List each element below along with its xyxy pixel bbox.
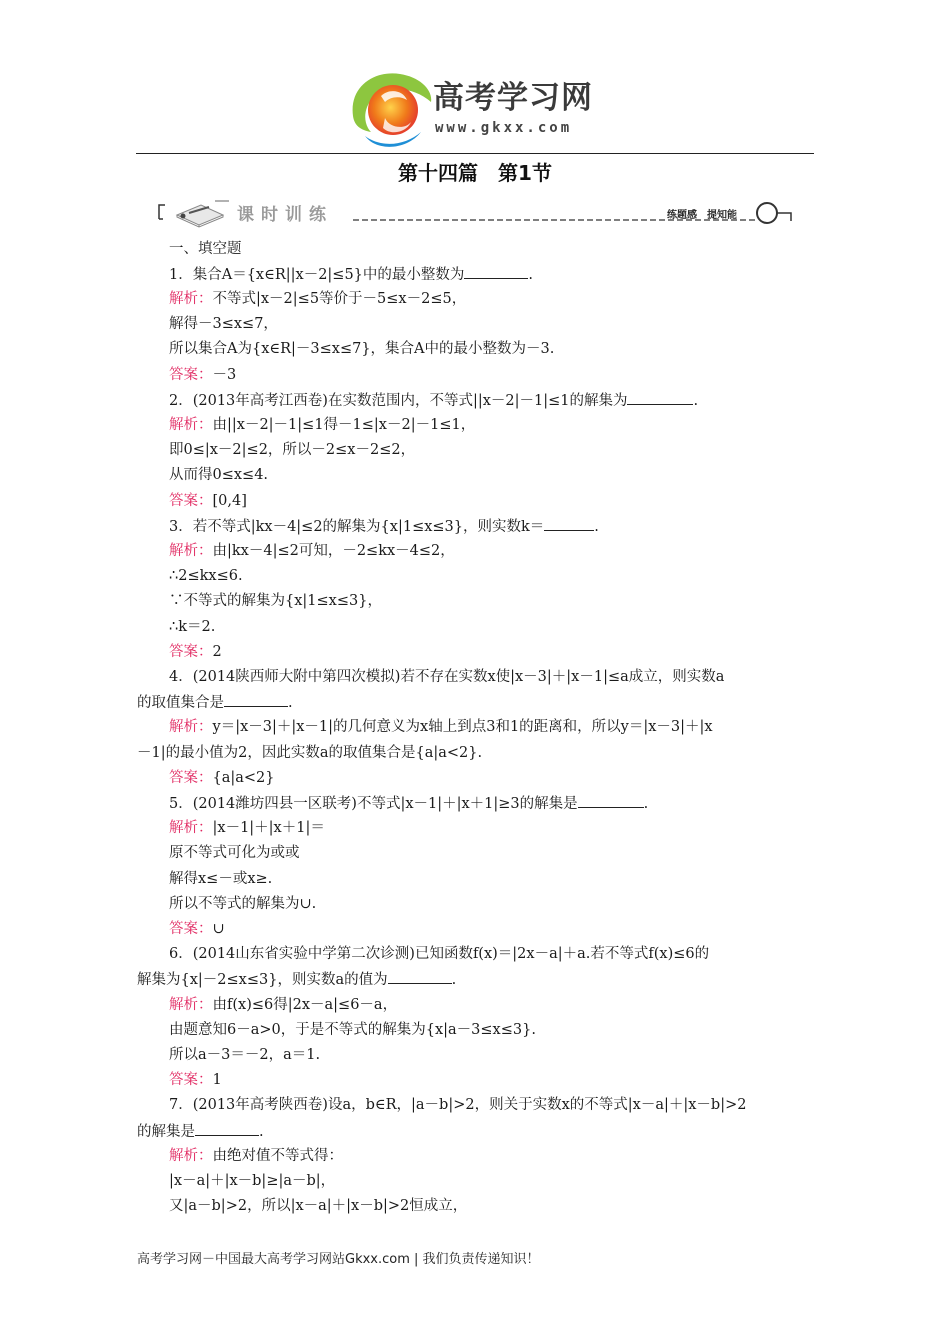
page-title: 第十四篇 第1节 (398, 161, 552, 185)
answer-label: 答案： (169, 493, 213, 509)
analysis-label: 解析： (169, 417, 213, 433)
question-7: 7．(2013年高考陕西卷)设a，b∈R，|a－b|>2，则关于实数x的不等式|x－a|＋|x－b|>2 (169, 1097, 747, 1113)
question-2: 2．(2013年高考江西卷)在实数范围内，不等式||x－2|－1|≤1的解集为 . (169, 390, 698, 411)
answer-line: 答案：{a|a<2} (169, 770, 275, 786)
answer-label: 答案： (169, 770, 213, 786)
text-line: ∴k＝2. (169, 619, 216, 635)
text-line: ∴2≤kx≤6. (169, 568, 243, 584)
text-line: 所以不等式的解集为∪. (169, 896, 317, 912)
text-line: 原不等式可化为或或 (169, 845, 300, 861)
page-footer: 高考学习网－中国最大高考学习网站Gkxx.com | 我们负责传递知识！ (137, 1252, 540, 1267)
text-line: 从而得0≤x≤4. (169, 467, 269, 483)
text-line: 又|a－b|>2，所以|x－a|＋|x－b|>2恒成立， (169, 1198, 468, 1214)
analysis-line: 解析：不等式|x－2|≤5等价于－5≤x－2≤5， (169, 291, 467, 307)
question-4-cont: 的取值集合是 . (137, 692, 293, 713)
question-4: 4．(2014陕西师大附中第四次模拟)若不存在实数x使|x－3|＋|x－1|≤a成立，则实数a (169, 669, 725, 685)
answer-label: 答案： (169, 921, 213, 937)
answer-line: 答案：1 (169, 1072, 222, 1088)
answer-blank (578, 793, 644, 808)
text-line: 所以a－3＝－2，a＝1. (169, 1047, 321, 1063)
answer-line: 答案：[0,4] (169, 493, 247, 509)
question-5: 5．(2014潍坊四县一区联考)不等式|x－1|＋|x＋1|≥3的解集是 . (169, 793, 648, 814)
analysis-label: 解析： (169, 719, 213, 735)
question-3: 3．若不等式|kx－4|≤2的解集为{x|1≤x≤3}，则实数k＝ . (169, 516, 599, 537)
analysis-line: 解析：由绝对值不等式得： (169, 1148, 343, 1164)
text-line: 由题意知6－a>0，于是不等式的解集为{x|a－3≤x≤3}. (169, 1022, 536, 1038)
answer-blank (464, 264, 528, 279)
analysis-line: 解析：由||x－2|－1|≤1得－1≤|x－2|－1≤1， (169, 417, 476, 433)
question-6-cont: 解集为{x|－2≤x≤3}，则实数a的值为 . (137, 969, 456, 990)
analysis-line: 解析：由|kx－4|≤2可知，－2≤kx－4≤2， (169, 543, 455, 559)
logo-swirl-icon (345, 66, 435, 151)
answer-blank (224, 692, 288, 707)
text-line: 解得－3≤x≤7， (169, 316, 278, 332)
answer-label: 答案： (169, 1072, 213, 1088)
analysis-label: 解析： (169, 1148, 213, 1164)
answer-line: 答案：－3 (169, 367, 237, 383)
text-line: 所以集合A为{x∈R|－3≤x≤7}，集合A中的最小整数为－3. (169, 341, 555, 357)
analysis-line: 解析：y＝|x－3|＋|x－1|的几何意义为x轴上到点3和1的距离和，所以y＝|x－3|＋|x (169, 719, 713, 735)
answer-blank (195, 1121, 259, 1136)
banner-slogan: 练题感 提知能 (667, 210, 737, 221)
analysis-label: 解析： (169, 820, 213, 836)
section-heading: 一、填空题 (169, 241, 242, 257)
answer-label: 答案： (169, 644, 213, 660)
answer-blank (544, 516, 594, 531)
logo-url: www.gkxx.com (435, 120, 573, 136)
section-banner (157, 195, 797, 229)
answer-label: 答案： (169, 367, 213, 383)
banner-label: 课时训练 (237, 205, 333, 225)
text-line: ∵不等式的解集为{x|1≤x≤3}， (169, 593, 382, 609)
text-line: －1|的最小值为2，因此实数a的取值集合是{a|a<2}. (137, 745, 483, 761)
answer-blank (388, 969, 452, 984)
analysis-line: 解析：由f(x)≤6得|2x－a|≤6－a， (169, 997, 398, 1013)
analysis-label: 解析： (169, 997, 213, 1013)
site-logo (345, 66, 615, 151)
analysis-line: 解析：|x－1|＋|x＋1|＝ (169, 820, 325, 836)
question-6: 6．(2014山东省实验中学第二次诊测)已知函数f(x)＝|2x－a|＋a.若不等式f(x)≤6的 (169, 946, 710, 962)
text-line: 即0≤|x－2|≤2，所以－2≤x－2≤2， (169, 442, 416, 458)
analysis-label: 解析： (169, 543, 213, 559)
question-1: 1．集合A＝{x∈R||x－2|≤5}中的最小整数为 . (169, 264, 533, 285)
header-rule (136, 153, 814, 154)
answer-blank (627, 390, 693, 405)
logo-name: 高考学习网 (433, 80, 593, 116)
analysis-label: 解析： (169, 291, 213, 307)
text-line: 解得x≤－或x≥. (169, 871, 273, 887)
answer-line: 答案：∪ (169, 921, 225, 937)
answer-line: 答案：2 (169, 644, 222, 660)
text-line: |x－a|＋|x－b|≥|a－b|， (169, 1173, 336, 1189)
question-7-cont: 的解集是 . (137, 1121, 264, 1142)
